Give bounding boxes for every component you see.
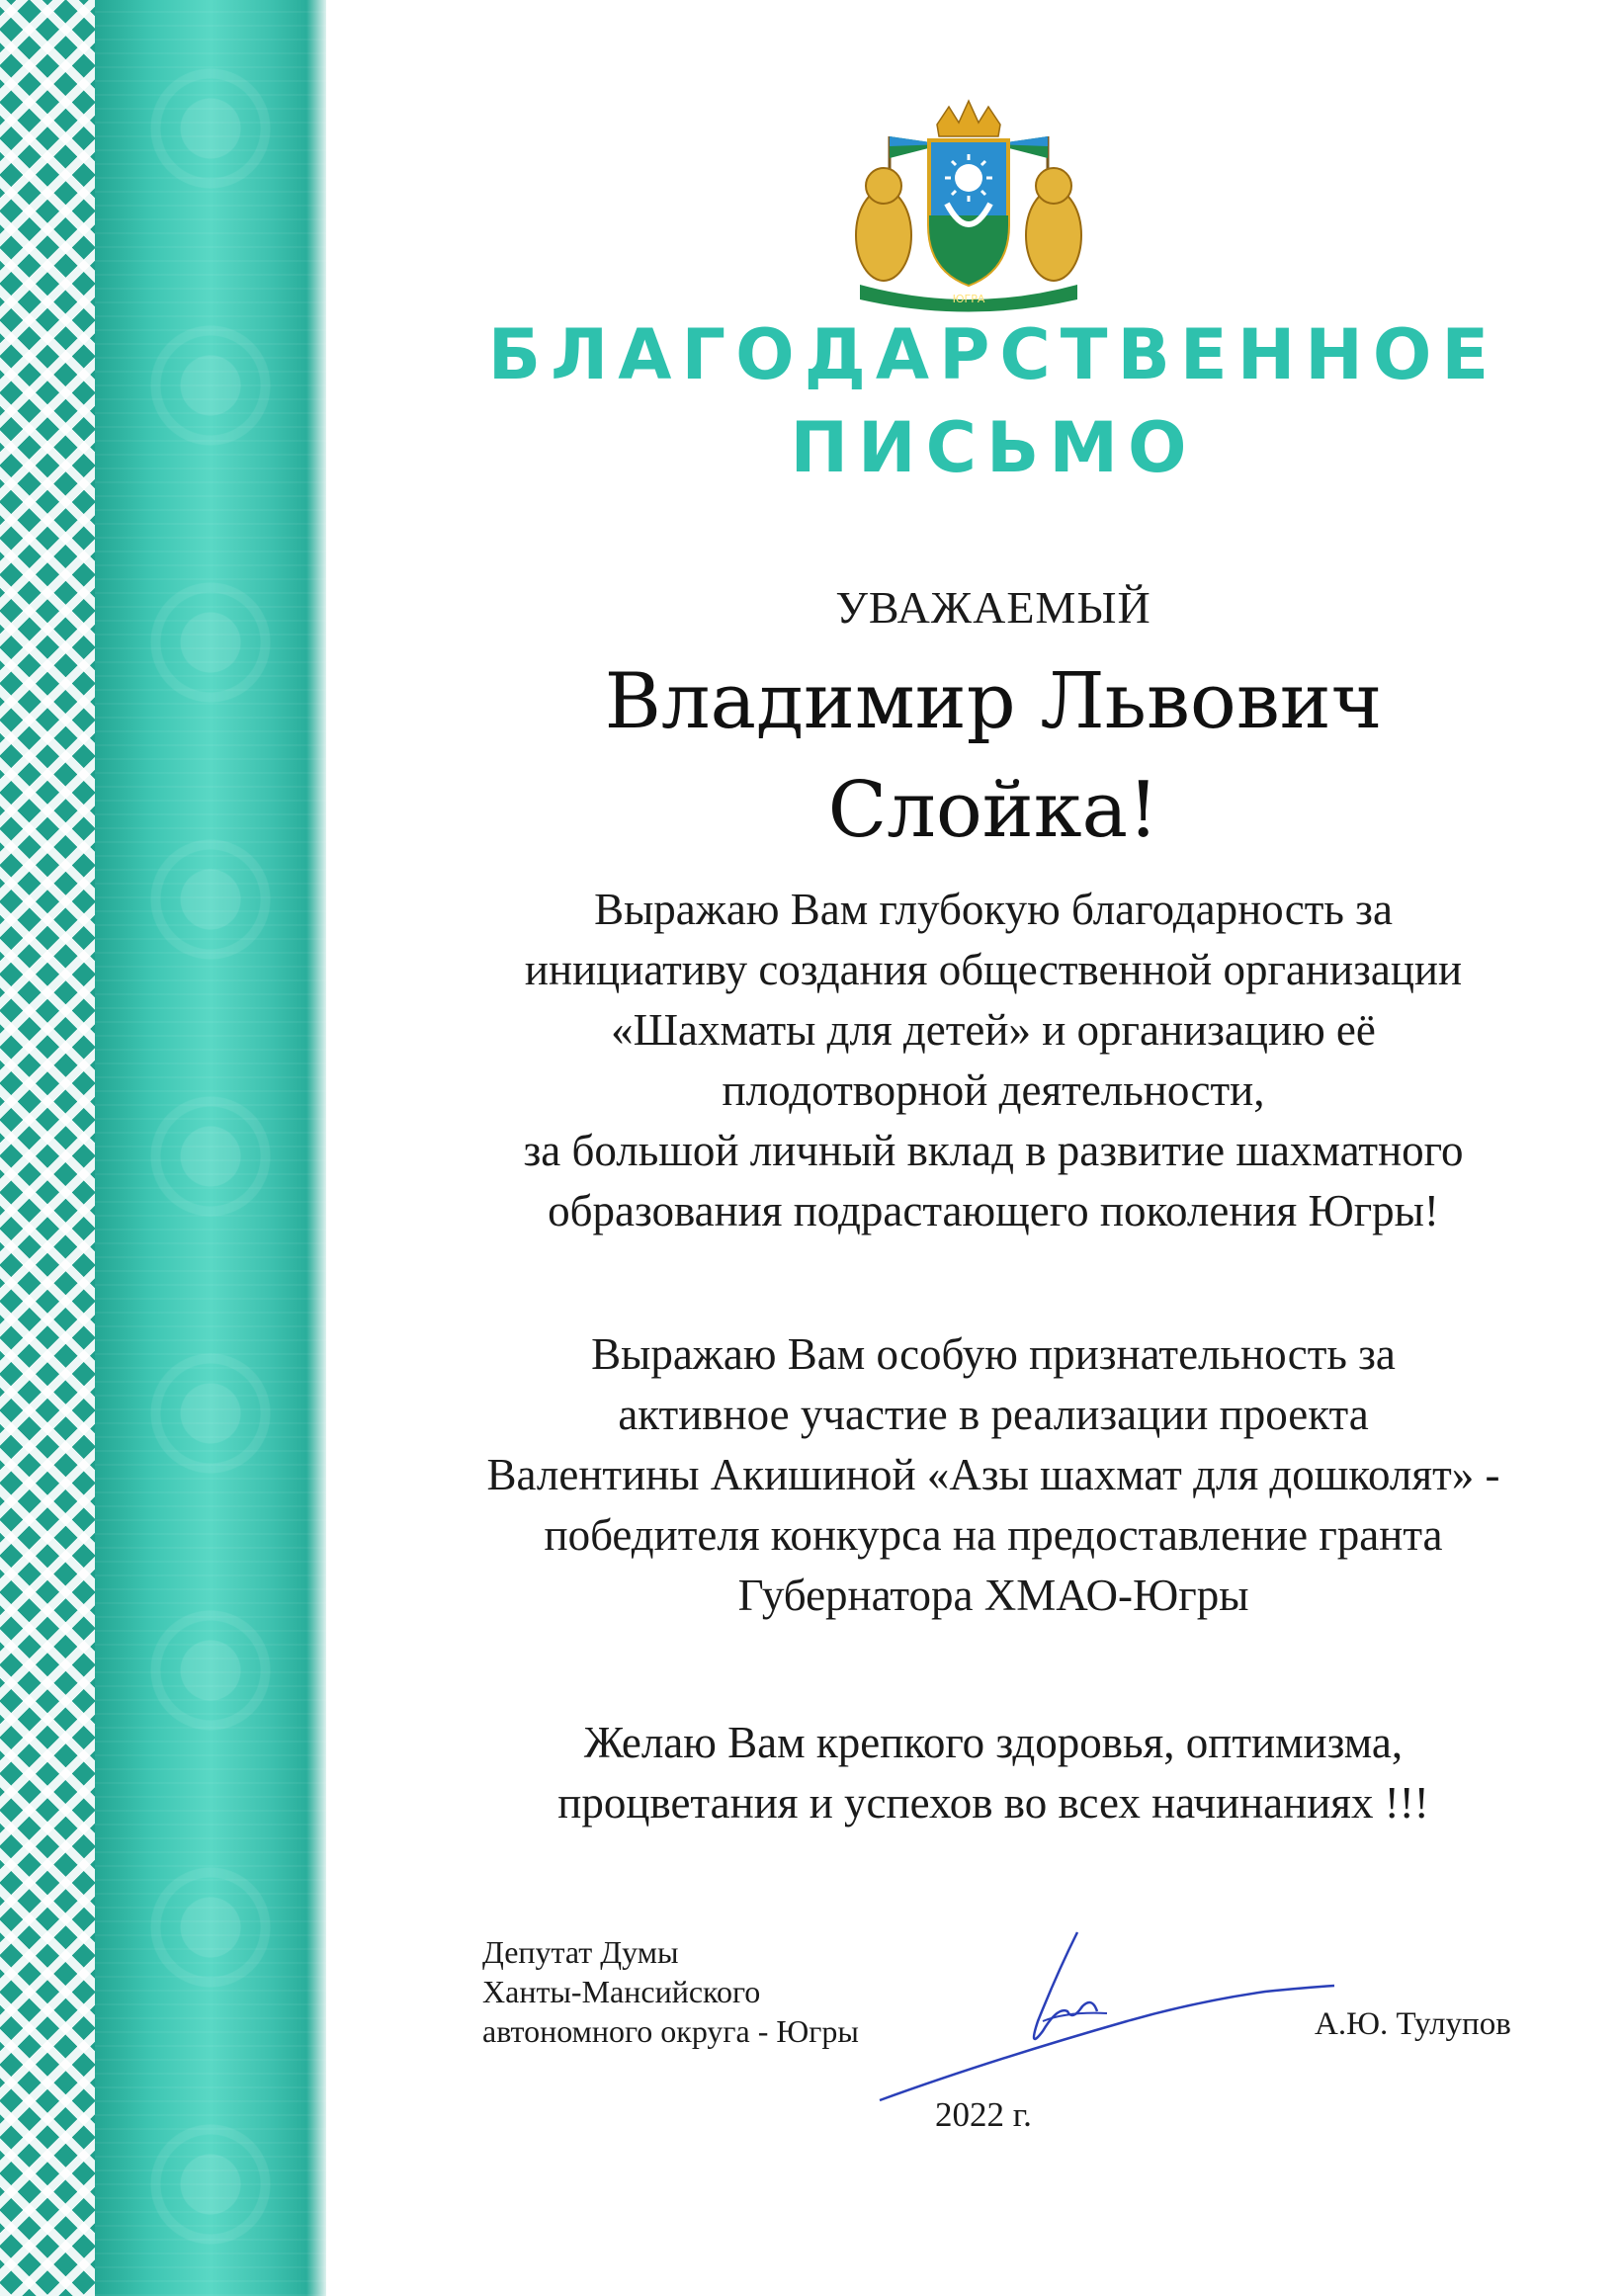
paragraph-line: инициативу создания общественной организации xyxy=(524,945,1463,994)
document-title-line-2: ПИСЬМО xyxy=(790,407,1197,488)
ornament-strip xyxy=(0,0,95,2296)
greeting: УВАЖАЕМЫЙ xyxy=(835,582,1151,633)
wishes-paragraph xyxy=(415,1713,1572,1833)
paragraph-line: Губернатора ХМАО-Югры xyxy=(737,1571,1249,1620)
khmao-coat-of-arms-icon xyxy=(850,97,1087,314)
handwritten-signature xyxy=(870,1913,1344,2110)
signer-name: А.Ю. Тулупов xyxy=(1315,2006,1511,2042)
paragraph-line: активное участие в реализации проекта xyxy=(618,1390,1369,1439)
recipient-surname: Слойка! xyxy=(827,766,1159,855)
svg-text:ЮГРА: ЮГРА xyxy=(952,293,985,305)
paragraph-line: за большой личный вклад в развитие шахматного xyxy=(523,1126,1464,1175)
paragraph-line: Желаю Вам крепкого здоровья, оптимизма, xyxy=(583,1718,1404,1767)
paragraph-line: плодотворной деятельности, xyxy=(722,1065,1265,1115)
paragraph-line: процветания и успехов во всех начинаниях !!! xyxy=(557,1778,1429,1828)
paragraph-line: «Шахматы для детей» и организацию её xyxy=(611,1005,1376,1055)
gratitude-paragraph xyxy=(415,880,1572,1241)
paragraph-line: Выражаю Вам особую признательность за xyxy=(591,1329,1396,1379)
recipient-name: Владимир Львович xyxy=(604,657,1383,746)
position-line: Ханты-Мансийского xyxy=(482,1974,761,2009)
position-line: автономного округа - Югры xyxy=(482,2013,859,2049)
paragraph-line: Валентины Акишиной «Азы шахмат для дошколят» - xyxy=(486,1450,1500,1499)
paragraph-line: Выражаю Вам глубокую благодарность за xyxy=(594,885,1393,934)
document-title-line-1: БЛАГОДАРСТВЕННОЕ xyxy=(487,314,1499,395)
document-year: 2022 г. xyxy=(935,2095,1032,2134)
ornamental-band xyxy=(0,0,326,2296)
signer-position xyxy=(482,1932,859,2051)
paragraph-line: победителя конкурса на предоставление гранта xyxy=(544,1510,1443,1560)
paragraph-line: образования подрастающего поколения Югры! xyxy=(548,1186,1439,1235)
turquoise-ribbon xyxy=(95,0,326,2296)
position-line: Депутат Думы xyxy=(482,1934,679,1970)
ribbon-edge-fade xyxy=(306,0,326,2296)
appreciation-paragraph xyxy=(415,1324,1572,1626)
